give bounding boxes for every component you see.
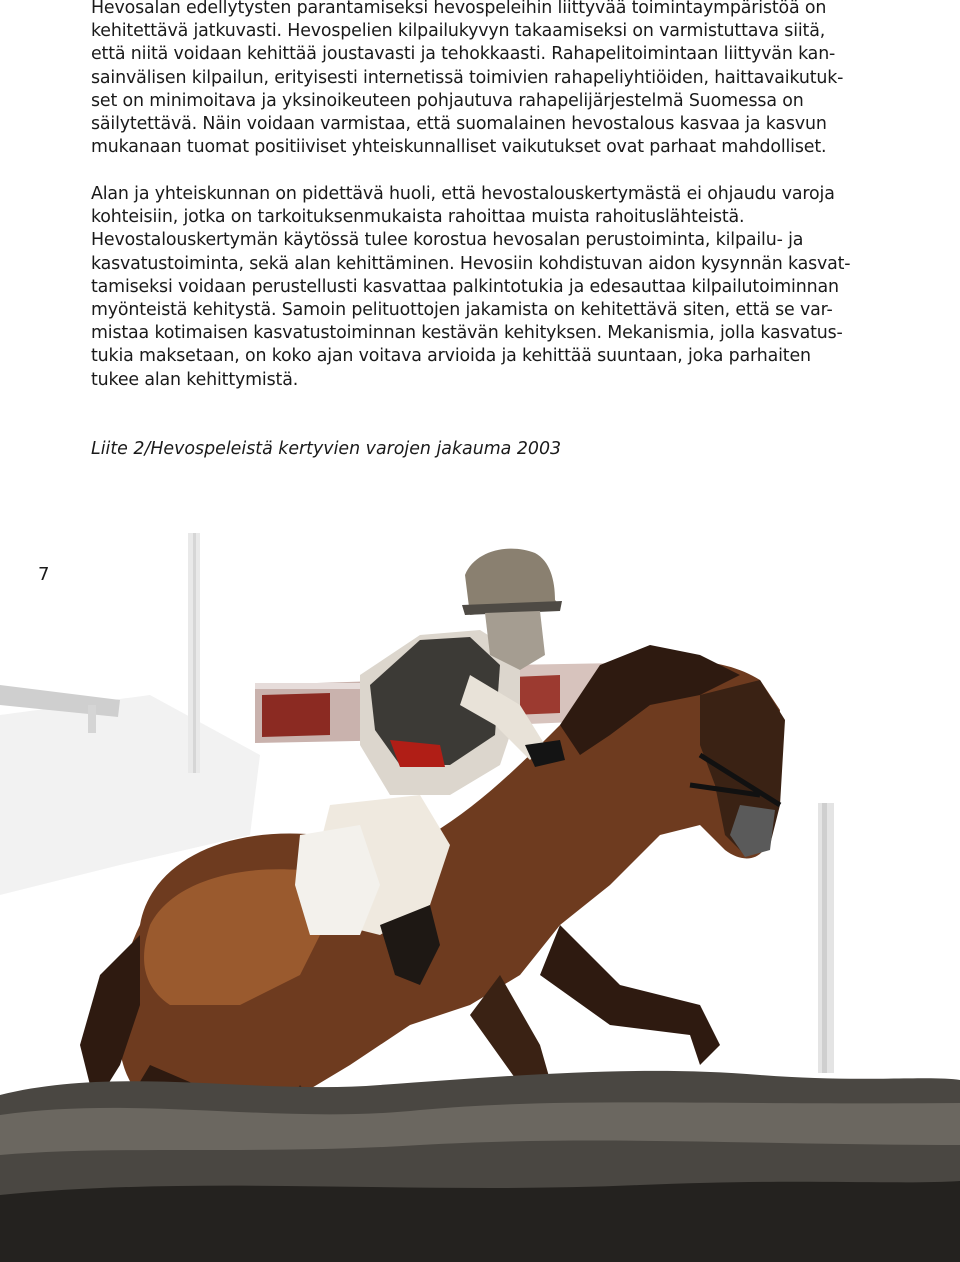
body-paragraph-2 bbox=[91, 183, 851, 392]
paragraph-line: tukee alan kehittymistä. bbox=[91, 369, 299, 390]
paragraph-line: tamiseksi voidaan perustellusti kasvattaa palkintotukia ja edesauttaa kilpailutoiminnan bbox=[91, 276, 839, 297]
paragraph-line: sainvälisen kilpailun, erityisesti internetissä toimivien rahapeliyhtiöiden, haittavaikutuk- bbox=[91, 67, 844, 88]
paragraph-line: myönteistä kehitystä. Samoin pelituottojen jakamista on kehitettävä siten, että se var- bbox=[91, 300, 833, 321]
background-fence bbox=[88, 705, 96, 733]
background-building bbox=[262, 693, 330, 737]
body-paragraph-1 bbox=[91, 0, 851, 159]
background-pole bbox=[822, 803, 827, 1073]
paragraph-line: säilytettävä. Näin voidaan varmistaa, että suomalainen hevostalous kasvaa ja kasvun bbox=[91, 114, 827, 135]
background-pole bbox=[193, 533, 196, 773]
paragraph-line: kasvatustoiminta, sekä alan kehittäminen. Hevosiin kohdistuvan aidon kysynnän kasvat- bbox=[91, 253, 851, 274]
paragraph-line: tukia maksetaan, on koko ajan voitava arvioida ja kehittää suuntaan, joka parhaiten bbox=[91, 346, 811, 367]
paragraph-line: Hevostalouskertymän käytössä tulee korostua hevosalan perustoiminta, kilpailu- ja bbox=[91, 230, 804, 251]
paragraph-line: Alan ja yhteiskunnan on pidettävä huoli, että hevostalouskertymästä ei ohjaudu varoja bbox=[91, 184, 835, 204]
paragraph-line: kohteisiin, jotka on tarkoituksenmukaista rahoittaa muista rahoituslähteistä. bbox=[91, 207, 745, 228]
paragraph-line: mistaa kotimaisen kasvatustoiminnan kestävän kehityksen. Mekanismia, jolla kasvatus- bbox=[91, 323, 843, 344]
ground-dark bbox=[0, 1181, 960, 1262]
paragraph-line: että niitä voidaan kehittää joustavasti ja tehokkaasti. Rahapelitoimintaan liittyvän kan- bbox=[91, 44, 836, 65]
appendix-caption: Liite 2/Hevospeleistä kertyvien varojen jakauma 2003 bbox=[91, 439, 562, 459]
paragraph-line: set on minimoitava ja yksinoikeuteen pohjautuva rahapelijärjestelmä Suomessa on bbox=[91, 90, 804, 111]
paragraph-line: kehitettävä jatkuvasti. Hevospelien kilpailukyvyn takaamiseksi on varmistuttava siitä, bbox=[91, 21, 826, 42]
paragraph-line: mukanaan tuomat positiiviset yhteiskunnalliset vaikutukset ovat parhaat mahdolliset. bbox=[91, 137, 827, 158]
paragraph-line: Hevosalan edellytysten parantamiseksi hevospeleihin liittyvää toimintaympäristöä on bbox=[91, 0, 827, 18]
horse-and-rider-illustration bbox=[0, 505, 960, 1262]
page-number: 7 bbox=[38, 564, 50, 585]
